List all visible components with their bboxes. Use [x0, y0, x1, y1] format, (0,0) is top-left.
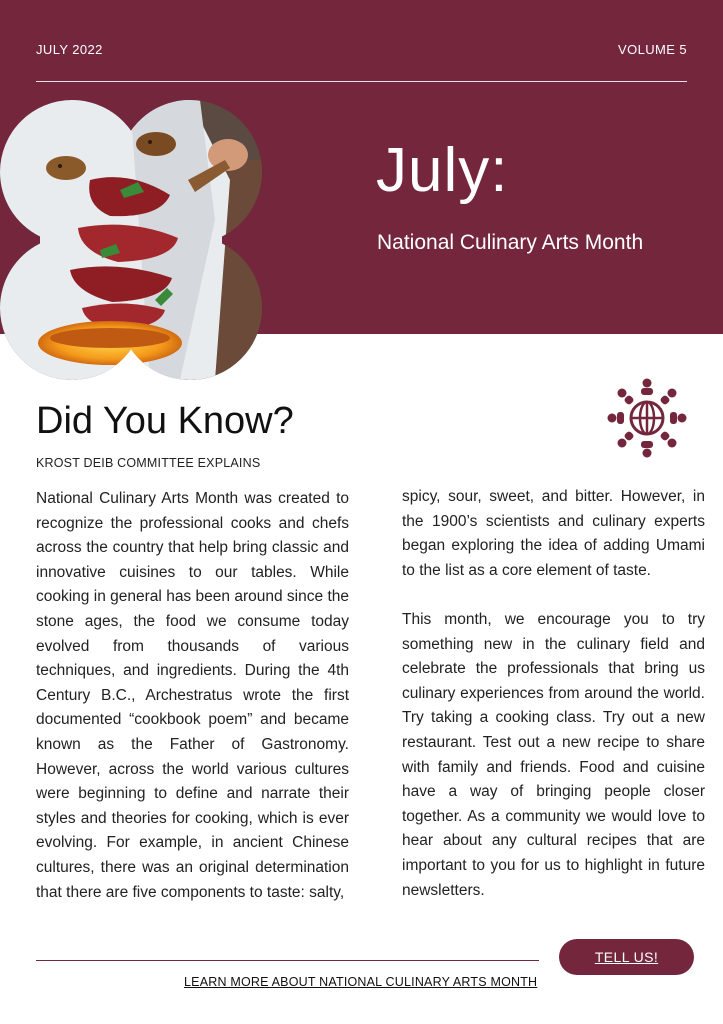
footer-divider — [36, 960, 539, 961]
header-divider — [36, 81, 687, 82]
chef-food-photo — [0, 100, 262, 380]
section-byline: KROST DEIB COMMITTEE EXPLAINS — [36, 456, 261, 470]
learn-more-link[interactable]: LEARN MORE ABOUT NATIONAL CULINARY ARTS MONTH — [184, 975, 538, 989]
section-heading: Did You Know? — [36, 400, 294, 442]
volume-label: VOLUME 5 — [618, 42, 687, 57]
body-column-right — [402, 485, 705, 903]
hero-title: July: — [376, 136, 509, 205]
hero-subtitle: National Culinary Arts Month — [377, 231, 644, 254]
body-paragraph: This month, we encourage you to try something new in the culinary field and celebrate the professionals that bring us culinary experiences from around the world. Try taking a cooking class. Try out a new restaurant. Test out a new recipe to share with family and friends. Food and cuisine have a way of bringing people closer together. As a community we would love to hear about any cultural recipes that are important to you for us to highlight in future newsletters. — [402, 610, 705, 899]
body-paragraph: spicy, sour, sweet, and bitter. However, in the 1900’s scientists and culinary experts began exploring the idea of adding Umami to the list as a core element of taste. — [402, 488, 705, 579]
globe-people-icon — [606, 377, 688, 459]
issue-date: JULY 2022 — [36, 42, 103, 57]
tell-us-button[interactable]: TELL US! — [559, 939, 694, 975]
body-column-left — [36, 487, 349, 905]
body-paragraph: National Culinary Arts Month was created to recognize the professional cooks and chefs across the country that help bring classic and innovative cuisines to our tables. While cooking in general has been around since the stone ages, the food we consume today evolved from thousands of various techniques, and ingredients. During the 4th Century B.C., Archestratus wrote the first documented “cookbook poem” and became known as the Father of Gastronomy. However, across the world various cultures were beginning to define and narrate their styles and theories for cooking, which is ever evolving. For example, in ancient Chinese cultures, there was an original determination that there are five components to taste: salty, — [36, 490, 349, 901]
